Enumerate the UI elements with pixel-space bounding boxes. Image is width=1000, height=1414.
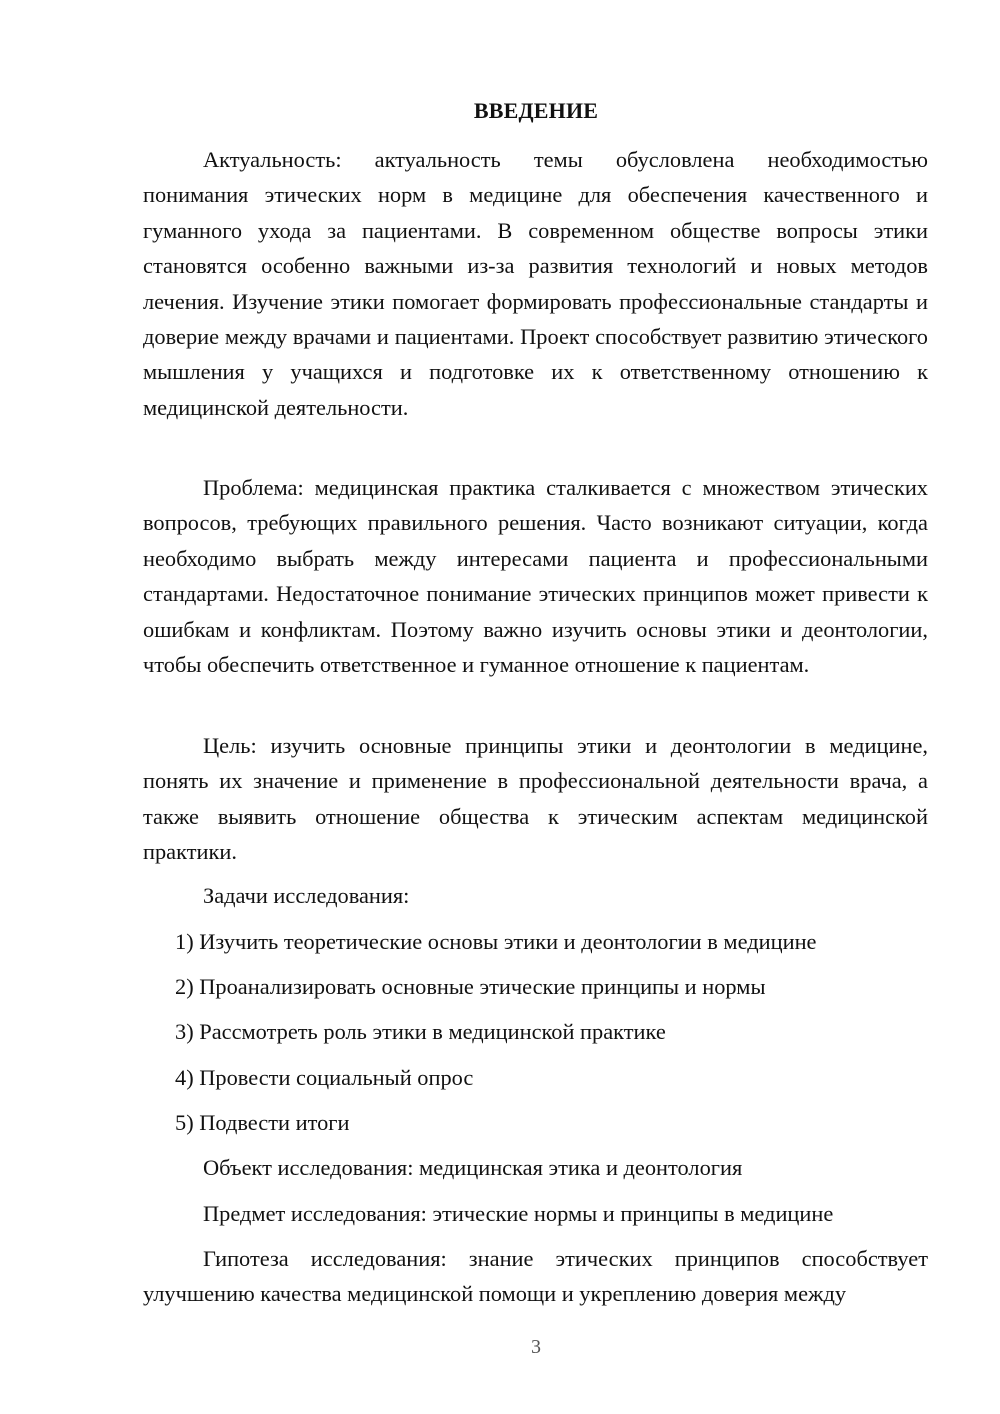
task-item: 1) Изучить теоретические основы этики и деонтологии в медицине [175,929,817,954]
page-number: 3 [531,1336,541,1358]
paragraph-relevance [143,142,928,425]
paragraph-problem [143,470,928,682]
paragraph-goal [143,728,928,870]
paragraph-text: Проблема: медицинская практика сталкивается с множеством этических вопросов, требующих правильного решения. Часто возникают ситуации, когда необходимо выбрать между интересами пациента и профессиональными стандартами. Недостаточное понимание этических принципов может привести к ошибкам и конфликтам. Поэтому важно изучить основы этики и деонтологии, чтобы обеспечить ответственное и гуманное отношение к пациентам. [143,475,928,678]
tasks-heading: Задачи исследования: [203,883,410,908]
paragraph-text: Гипотеза исследования: знание этических принципов способствует улучшению качества медицинской помощи и укреплению доверия между [143,1246,928,1307]
research-object: Объект исследования: медицинская этика и деонтология [203,1155,743,1180]
task-item: 2) Проанализировать основные этические принципы и нормы [175,974,766,999]
paragraph-hypothesis [143,1241,928,1312]
paragraph-text: Цель: изучить основные принципы этики и деонтологии в медицине, понять их значение и применение в профессиональной деятельности врача, а также выявить отношение общества к этическим аспектам медицинской практики. [143,733,928,865]
paragraph-text: Актуальность: актуальность темы обусловлена необходимостью понимания этических норм в медицине для обеспечения качественного и гуманного ухода за пациентами. В современном обществе вопросы этики становятся особенно важными из-за развития технологий и новых методов лечения. Изучение этики помогает формировать профессиональные стандарты и доверие между врачами и пациентами. Проект способствует развитию этического мышления у учащихся и подготовке их к ответственному отношению к медицинской деятельности. [143,147,928,420]
section-title: ВВЕДЕНИЕ [473,98,599,123]
task-item: 4) Провести социальный опрос [175,1065,474,1090]
task-item: 3) Рассмотреть роль этики в медицинской практике [175,1019,666,1044]
research-subject: Предмет исследования: этические нормы и принципы в медицине [203,1201,834,1226]
task-item: 5) Подвести итоги [175,1110,350,1135]
